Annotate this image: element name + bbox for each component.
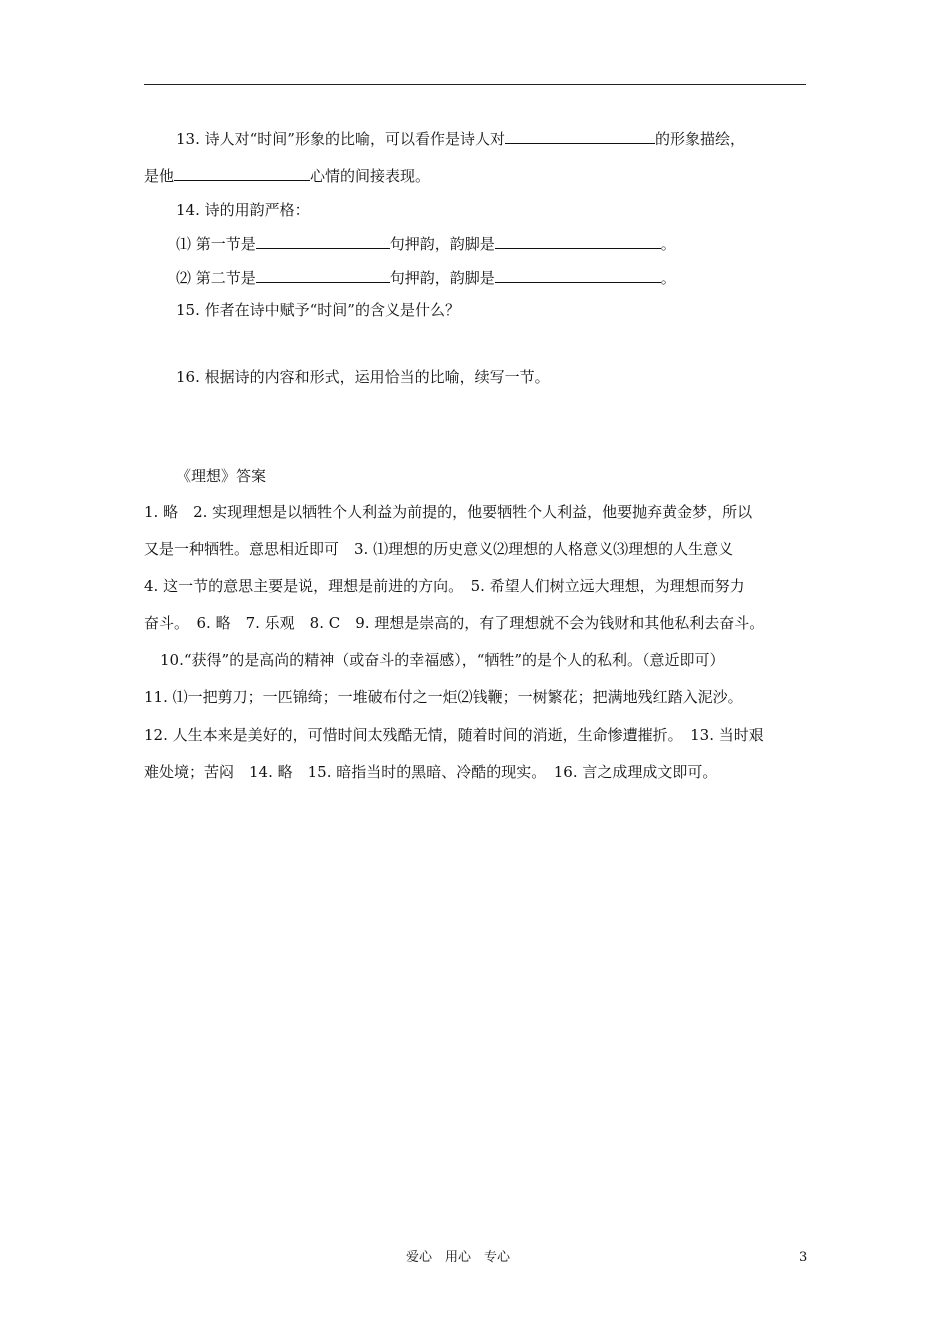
header-rule bbox=[144, 84, 806, 85]
question-15: 15. 作者在诗中赋予“时间”的含义是什么？ bbox=[176, 301, 460, 319]
answer-line: 1. 略 2. 实现理想是以牺牲个人利益为前提的，他要牺牲个人利益，他要抛弃黄金梦，所以 bbox=[144, 503, 753, 521]
answer-line: 12. 人生本来是美好的，可惜时间太残酷无情，随着时间的消逝，生命惨遭摧折。 13. 当时艰 bbox=[144, 726, 764, 744]
page-number: 3 bbox=[799, 1250, 808, 1265]
answer-blank bbox=[495, 233, 661, 249]
answer-line: 难处境；苦闷 14. 略 15. 暗指当时的黑暗、冷酷的现实。 16. 言之成理成文即可。 bbox=[144, 763, 718, 781]
question-13-text: 13. 诗人对“时间”形象的比喻，可以看作是诗人对 bbox=[176, 130, 505, 148]
answer-line: 奋斗。 6. 略 7. 乐观 8. C 9. 理想是崇高的，有了理想就不会为钱财和其他私利去奋斗。 bbox=[144, 614, 765, 632]
answer-blank bbox=[174, 165, 310, 181]
answer-line: 4. 这一节的意思主要是说，理想是前进的方向。 5. 希望人们树立远大理想，为理想而努力 bbox=[144, 577, 745, 595]
question-16: 16. 根据诗的内容和形式，运用恰当的比喻，续写一节。 bbox=[176, 368, 550, 386]
question-13-line-2 bbox=[144, 165, 430, 186]
question-13-text-end: 的形象描绘， bbox=[654, 130, 745, 148]
footer-motto: 爱心 用心 专心 bbox=[406, 1250, 511, 1265]
question-13-text-2-end: 心情的间接表现。 bbox=[310, 167, 431, 185]
question-13-text-2: 是他 bbox=[144, 167, 175, 185]
answer-blank bbox=[505, 128, 655, 144]
answer-line: 又是一种牺牲。意思相近即可 3. ⑴理想的历史意义⑵理想的人格意义⑶理想的人生意义 bbox=[144, 540, 734, 558]
part-1-mid: 句押韵，韵脚是 bbox=[389, 235, 495, 253]
question-13-line-1 bbox=[176, 128, 745, 149]
part-2-label: ⑵ 第二节是 bbox=[176, 269, 256, 287]
answer-blank bbox=[256, 233, 390, 249]
part-2-mid: 句押韵，韵脚是 bbox=[389, 269, 495, 287]
part-2-end: 。 bbox=[660, 269, 676, 287]
answer-line: 10.“获得”的是高尚的精神（或奋斗的幸福感），“牺牲”的是个人的私利。（意近即可） bbox=[160, 651, 725, 669]
question-14-part-2 bbox=[176, 267, 676, 288]
question-14: 14. 诗的用韵严格： bbox=[176, 201, 310, 219]
answer-line: 11. ⑴一把剪刀；一匹锦绮；一堆破布付之一炬⑵钱鞭；一树繁花；把满地残红踏入泥沙。 bbox=[144, 688, 743, 706]
part-1-end: 。 bbox=[660, 235, 676, 253]
question-14-part-1 bbox=[176, 233, 676, 254]
part-1-label: ⑴ 第一节是 bbox=[176, 235, 256, 253]
answers-title: 《理想》答案 bbox=[176, 467, 267, 485]
answer-blank bbox=[495, 267, 661, 283]
answer-blank bbox=[256, 267, 390, 283]
